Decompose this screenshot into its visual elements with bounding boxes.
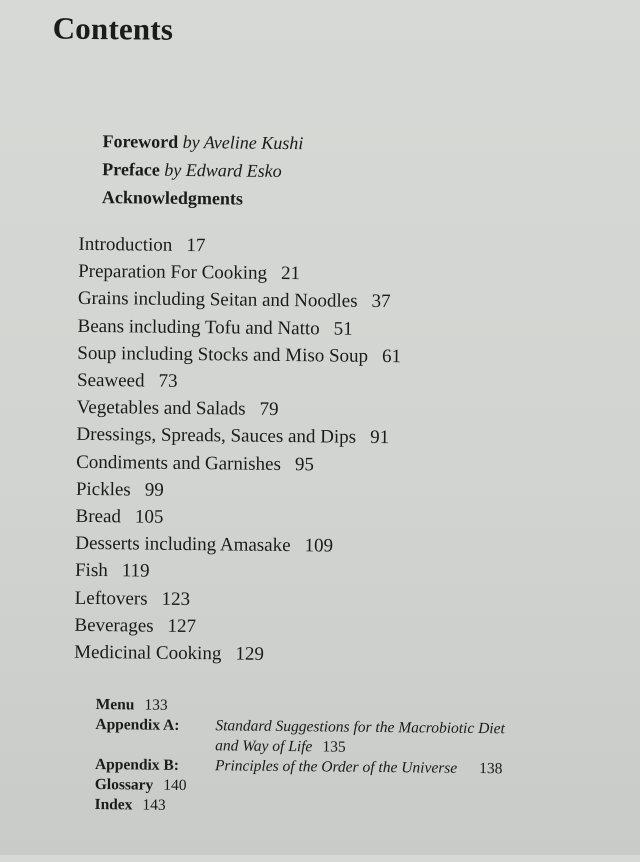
- chapter-page-number: 21: [280, 263, 301, 285]
- chapter-entry: [78, 231, 402, 262]
- chapter-page-number: 73: [158, 370, 178, 392]
- chapter-entry: [76, 448, 400, 479]
- chapter-title: Preparation For Cooking: [78, 261, 268, 285]
- chapter-page-number: 37: [371, 291, 391, 313]
- chapter-entry: [78, 258, 402, 289]
- back-matter-item-appendix-b: [95, 755, 505, 779]
- chapter-title: Vegetables and Salads: [76, 397, 246, 420]
- back-matter-item-index: [94, 795, 504, 819]
- chapter-list: [74, 231, 402, 670]
- page-title: Contents: [52, 10, 174, 47]
- chapter-entry: [75, 584, 399, 615]
- chapter-title: Beans including Tofu and Natto: [77, 315, 320, 339]
- appendix-b-title: Principles of the Order of the Universe: [214, 757, 458, 777]
- back-matter-list: [94, 695, 505, 819]
- back-matter-label: Index: [94, 796, 133, 814]
- front-matter-item-foreword: [102, 127, 303, 157]
- chapter-entry: [75, 503, 399, 534]
- chapter-entry: [77, 312, 401, 343]
- back-matter-page-number: 133: [144, 696, 168, 714]
- chapter-entry: [77, 340, 401, 371]
- back-matter-label: Glossary: [94, 776, 154, 794]
- chapter-title: Dressings, Spreads, Sauces and Dips: [76, 424, 357, 449]
- front-matter-label: Acknowledgments: [101, 187, 244, 209]
- chapter-entry: [76, 421, 400, 452]
- front-matter-label: Preface: [102, 159, 160, 180]
- chapter-title: Bread: [75, 505, 122, 528]
- front-matter-item-preface: [102, 155, 303, 185]
- back-matter-item-appendix-a: [95, 715, 505, 739]
- appendix-a-title-line2: and Way of Life: [215, 737, 313, 756]
- back-matter-page-number: 135: [322, 738, 346, 756]
- chapter-page-number: 17: [186, 234, 206, 257]
- front-matter-author: by Aveline Kushi: [182, 131, 304, 154]
- front-matter-item-acknowledgments: [102, 183, 303, 213]
- chapter-entry: [74, 639, 398, 670]
- chapter-page-number: 127: [167, 615, 197, 637]
- chapter-entry: [77, 367, 401, 398]
- chapter-page-number: 99: [144, 479, 164, 501]
- back-matter-page-number: 138: [479, 760, 503, 778]
- chapter-entry: [78, 285, 402, 316]
- chapter-title: Pickles: [75, 478, 131, 501]
- chapter-entry: [75, 557, 399, 588]
- chapter-entry: [74, 612, 398, 643]
- chapter-page-number: 95: [294, 453, 315, 475]
- chapter-page-number: 129: [235, 643, 265, 665]
- chapter-page-number: 61: [382, 345, 402, 368]
- chapter-page-number: 79: [259, 398, 279, 421]
- appendix-a-title-line1: Standard Suggestions for the Macrobiotic Diet: [215, 717, 505, 738]
- front-matter-list: [102, 127, 304, 213]
- chapter-title: Medicinal Cooking: [74, 641, 222, 665]
- back-matter-label: Menu: [95, 696, 135, 714]
- chapter-page-number: 105: [134, 506, 164, 528]
- front-matter-author: by Edward Esko: [164, 159, 282, 181]
- chapter-entry: [76, 476, 400, 507]
- chapter-title: Grains including Seitan and Noodles: [77, 288, 358, 313]
- chapter-title: Leftovers: [74, 587, 148, 610]
- chapter-title: Seaweed: [76, 369, 145, 392]
- chapter-page-number: 91: [370, 427, 390, 449]
- chapter-title: Desserts including Amasake: [75, 533, 291, 557]
- back-matter-page-number: 140: [163, 776, 187, 794]
- chapter-page-number: 51: [333, 318, 353, 340]
- back-matter-label: Appendix B:: [94, 756, 180, 774]
- chapter-title: Condiments and Garnishes: [76, 451, 282, 475]
- front-matter-label: Foreword: [102, 131, 179, 152]
- chapter-page-number: 123: [161, 588, 191, 610]
- back-matter-page-number: 143: [142, 796, 166, 814]
- chapter-page-number: 119: [121, 560, 150, 583]
- back-matter-label: Appendix A:: [95, 716, 180, 734]
- chapter-title: Beverages: [74, 614, 154, 637]
- chapter-page-number: 109: [304, 535, 334, 557]
- chapter-title: Fish: [74, 560, 108, 582]
- chapter-title: Soup including Stocks and Miso Soup: [77, 342, 369, 367]
- chapter-entry: [75, 530, 399, 561]
- chapter-title: Introduction: [78, 233, 173, 256]
- chapter-entry: [77, 394, 401, 425]
